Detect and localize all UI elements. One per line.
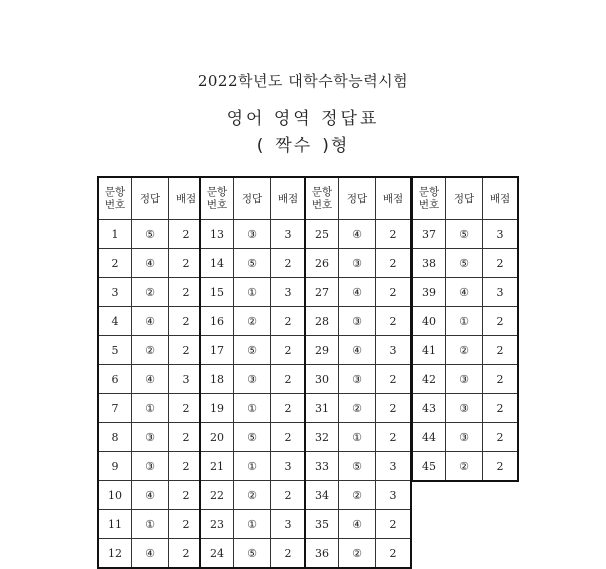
table-row [201,539,306,568]
points-cell: 2 [169,394,204,423]
table-row [99,423,204,452]
table-row [201,423,306,452]
header-points: 배점 [376,178,411,220]
table-row [99,539,204,568]
points-cell: 3 [483,220,518,249]
question-number: 30 [306,365,339,394]
question-number: 15 [201,278,234,307]
table-row [413,336,518,365]
points-cell: 3 [169,365,204,394]
table-row [99,394,204,423]
table-row [413,307,518,336]
question-number: 2 [99,249,132,278]
table-row [201,394,306,423]
points-cell: 2 [483,336,518,365]
question-number: 45 [413,452,446,481]
points-cell: 2 [271,394,306,423]
answer-cell: ③ [132,452,169,481]
points-cell: 2 [271,365,306,394]
answer-block-4 [412,177,518,481]
table-row [99,220,204,249]
table-row [413,394,518,423]
table-row [306,336,411,365]
points-cell: 2 [271,249,306,278]
table-row [413,452,518,481]
question-number: 11 [99,510,132,539]
table-row [306,539,411,568]
answer-cell: ③ [339,307,376,336]
question-number: 41 [413,336,446,365]
answer-cell: ② [446,452,483,481]
question-number: 14 [201,249,234,278]
points-cell: 2 [271,423,306,452]
answer-cell: ② [339,481,376,510]
points-cell: 3 [376,452,411,481]
table-row [201,307,306,336]
points-cell: 2 [376,220,411,249]
table-row [99,336,204,365]
header-number-line2: 번호 [104,198,126,211]
question-number: 24 [201,539,234,568]
question-number: 9 [99,452,132,481]
question-number: 18 [201,365,234,394]
header-number-line1: 문항 [206,185,228,198]
points-cell: 2 [483,307,518,336]
header-row [413,178,518,220]
question-number: 40 [413,307,446,336]
header-points: 배점 [483,178,518,220]
answer-cell: ③ [446,423,483,452]
points-cell: 2 [483,394,518,423]
question-number: 25 [306,220,339,249]
points-cell: 2 [483,365,518,394]
points-cell: 2 [169,539,204,568]
answer-cell: ① [234,452,271,481]
answer-cell: ① [234,394,271,423]
table-row [413,365,518,394]
question-number: 7 [99,394,132,423]
points-cell: 2 [169,220,204,249]
points-cell: 2 [376,423,411,452]
header-number-line1: 문항 [104,185,126,198]
answer-cell: ③ [132,423,169,452]
table-row [201,365,306,394]
points-cell: 2 [483,423,518,452]
question-number: 37 [413,220,446,249]
answer-cell: ④ [339,220,376,249]
table-row [99,365,204,394]
answer-cell: ② [234,307,271,336]
table-row [99,278,204,307]
points-cell: 2 [169,249,204,278]
question-number: 16 [201,307,234,336]
answer-cell: ④ [132,481,169,510]
header-answer: 정답 [446,178,483,220]
header-number-line1: 문항 [418,185,440,198]
table-row [306,481,411,510]
table-row [306,278,411,307]
answer-cell: ⑤ [234,336,271,365]
table-row [306,394,411,423]
answer-cell: ⑤ [234,539,271,568]
answer-cell: ② [339,539,376,568]
header-number-line2: 번호 [418,198,440,211]
question-number: 32 [306,423,339,452]
question-number: 20 [201,423,234,452]
points-cell: 2 [376,249,411,278]
table-row [201,278,306,307]
answer-cell: ④ [132,249,169,278]
header-number [306,178,339,220]
question-number: 10 [99,481,132,510]
table-row [99,510,204,539]
table-row [201,220,306,249]
table-row [201,336,306,365]
answer-cell: ③ [339,365,376,394]
form-type-open-paren: ( [256,136,266,156]
points-cell: 3 [271,452,306,481]
question-number: 19 [201,394,234,423]
header-number [99,178,132,220]
answer-cell: ① [132,510,169,539]
question-number: 38 [413,249,446,278]
header-answer: 정답 [132,178,169,220]
points-cell: 2 [271,481,306,510]
answer-block-1 [98,177,204,568]
points-cell: 2 [169,481,204,510]
points-cell: 2 [376,365,411,394]
table-row [306,220,411,249]
question-number: 44 [413,423,446,452]
points-cell: 2 [483,249,518,278]
question-number: 29 [306,336,339,365]
points-cell: 2 [169,510,204,539]
table-row [306,510,411,539]
question-number: 27 [306,278,339,307]
answer-cell: ⑤ [446,249,483,278]
points-cell: 2 [376,394,411,423]
points-cell: 2 [169,278,204,307]
question-number: 8 [99,423,132,452]
points-cell: 2 [376,510,411,539]
table-row [306,423,411,452]
table-row [99,307,204,336]
header-answer: 정답 [234,178,271,220]
header-answer: 정답 [339,178,376,220]
points-cell: 2 [271,307,306,336]
points-cell: 3 [271,510,306,539]
answer-cell: ④ [132,307,169,336]
answer-cell: ④ [339,510,376,539]
points-cell: 3 [376,336,411,365]
points-cell: 2 [169,336,204,365]
table-row [99,481,204,510]
answer-cell: ⑤ [339,452,376,481]
answer-cell: ① [234,278,271,307]
table-row [201,510,306,539]
header-row [306,178,411,220]
question-number: 35 [306,510,339,539]
question-number: 4 [99,307,132,336]
table-row [306,307,411,336]
question-number: 33 [306,452,339,481]
form-type-title [0,131,606,156]
answer-cell: ④ [339,278,376,307]
answer-cell: ④ [132,539,169,568]
question-number: 26 [306,249,339,278]
points-cell: 2 [169,423,204,452]
table-row [413,220,518,249]
answer-cell: ② [446,336,483,365]
answer-cell: ② [132,336,169,365]
header-row [201,178,306,220]
points-cell: 3 [376,481,411,510]
header-number [413,178,446,220]
question-number: 1 [99,220,132,249]
points-cell: 2 [483,452,518,481]
points-cell: 3 [271,220,306,249]
table-row [413,278,518,307]
question-number: 43 [413,394,446,423]
header-points: 배점 [169,178,204,220]
points-cell: 3 [271,278,306,307]
question-number: 34 [306,481,339,510]
question-number: 42 [413,365,446,394]
header-number-line2: 번호 [206,198,228,211]
answer-cell: ① [446,307,483,336]
points-cell: 2 [376,539,411,568]
table-row [306,452,411,481]
points-cell: 2 [376,278,411,307]
answer-cell: ③ [234,220,271,249]
header-number-line1: 문항 [311,185,333,198]
form-type-label: 짝수 [275,136,313,156]
question-number: 21 [201,452,234,481]
table-row [99,249,204,278]
answer-cell: ③ [234,365,271,394]
answer-cell: ③ [339,249,376,278]
question-number: 28 [306,307,339,336]
answer-cell: ② [339,394,376,423]
answer-block-3 [305,177,411,568]
answer-block-2 [200,177,306,568]
question-number: 6 [99,365,132,394]
answer-cell: ③ [446,394,483,423]
question-number: 17 [201,336,234,365]
question-number: 23 [201,510,234,539]
question-number: 31 [306,394,339,423]
form-type-close-paren: )형 [322,136,350,156]
exam-title: 2022학년도 대학수학능력시험 [197,72,409,90]
answer-cell: ⑤ [446,220,483,249]
answer-cell: ④ [446,278,483,307]
points-cell: 3 [483,278,518,307]
answer-cell: ② [234,481,271,510]
answer-cell: ③ [446,365,483,394]
subject-title: 영어 영역 정답표 [226,109,380,129]
question-number: 5 [99,336,132,365]
answer-cell: ⑤ [132,220,169,249]
points-cell: 2 [376,307,411,336]
table-row [413,249,518,278]
header-row [99,178,204,220]
header-number-line2: 번호 [311,198,333,211]
answer-cell: ① [132,394,169,423]
question-number: 36 [306,539,339,568]
question-number: 22 [201,481,234,510]
points-cell: 2 [169,307,204,336]
answer-cell: ⑤ [234,249,271,278]
answer-cell: ① [339,423,376,452]
answer-cell: ④ [339,336,376,365]
points-cell: 2 [271,336,306,365]
question-number: 13 [201,220,234,249]
answer-cell: ① [234,510,271,539]
question-number: 39 [413,278,446,307]
table-row [306,249,411,278]
table-row [413,423,518,452]
table-row [99,452,204,481]
points-cell: 2 [169,452,204,481]
table-row [306,365,411,394]
question-number: 3 [99,278,132,307]
header-number [201,178,234,220]
table-row [201,481,306,510]
question-number: 12 [99,539,132,568]
table-row [201,249,306,278]
answer-cell: ④ [132,365,169,394]
answer-cell: ② [132,278,169,307]
answer-cell: ⑤ [234,423,271,452]
points-cell: 2 [271,539,306,568]
table-row [201,452,306,481]
header-points: 배점 [271,178,306,220]
